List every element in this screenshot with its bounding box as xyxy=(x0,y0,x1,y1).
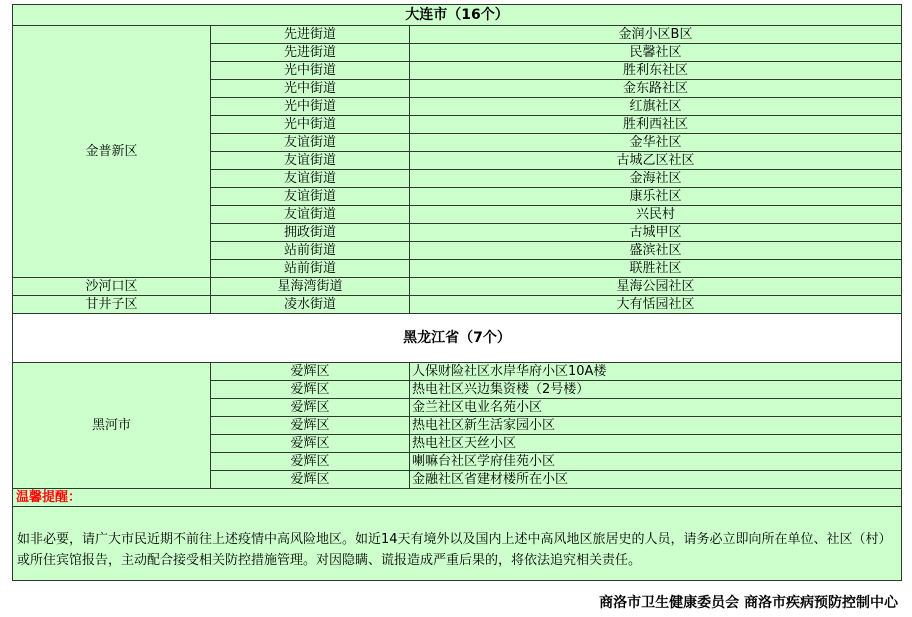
reminder-label: 温馨提醒： xyxy=(13,489,902,507)
community-cell: 大有恬园社区 xyxy=(410,296,902,314)
community-cell: 热电社区兴边集资楼（2号楼） xyxy=(410,381,902,399)
community-cell: 盛滨社区 xyxy=(410,242,902,260)
community-cell: 金兰社区电业名苑小区 xyxy=(410,399,902,417)
community-cell: 胜利西社区 xyxy=(410,116,902,134)
street-cell: 光中街道 xyxy=(211,80,410,98)
district-cell: 爱辉区 xyxy=(211,471,410,489)
street-cell: 拥政街道 xyxy=(211,224,410,242)
table-row xyxy=(13,26,902,44)
community-cell: 热电社区新生活家园小区 xyxy=(410,417,902,435)
street-cell: 先进街道 xyxy=(211,44,410,62)
community-cell: 兴民村 xyxy=(410,206,902,224)
street-cell: 光中街道 xyxy=(211,98,410,116)
street-cell: 凌水街道 xyxy=(211,296,410,314)
district-cell: 爱辉区 xyxy=(211,453,410,471)
dalian-header: 大连市（16个） xyxy=(13,5,902,26)
district-cell: 爱辉区 xyxy=(211,381,410,399)
table-row xyxy=(13,363,902,381)
district-jinpu: 金普新区 xyxy=(13,26,211,278)
community-cell: 胜利东社区 xyxy=(410,62,902,80)
community-cell: 康乐社区 xyxy=(410,188,902,206)
street-cell: 光中街道 xyxy=(211,62,410,80)
district-cell: 爱辉区 xyxy=(211,363,410,381)
street-cell: 友谊街道 xyxy=(211,134,410,152)
community-cell: 星海公园社区 xyxy=(410,278,902,296)
community-cell: 金海社区 xyxy=(410,170,902,188)
community-cell: 民馨社区 xyxy=(410,44,902,62)
heilongjiang-header: 黑龙江省（7个） xyxy=(13,314,902,363)
street-cell: 友谊街道 xyxy=(211,170,410,188)
district-cell: 爱辉区 xyxy=(211,399,410,417)
street-cell: 星海湾街道 xyxy=(211,278,410,296)
community-cell: 喇嘛台社区学府佳苑小区 xyxy=(410,453,902,471)
risk-area-table xyxy=(12,4,902,581)
street-cell: 光中街道 xyxy=(211,116,410,134)
community-cell: 金融社区省建材楼所在小区 xyxy=(410,471,902,489)
community-cell: 古城甲区 xyxy=(410,224,902,242)
community-cell: 金华社区 xyxy=(410,134,902,152)
street-cell: 先进街道 xyxy=(211,26,410,44)
district-cell: 爱辉区 xyxy=(211,435,410,453)
table-row xyxy=(13,296,902,314)
district-shahekou: 沙河口区 xyxy=(13,278,211,296)
street-cell: 站前街道 xyxy=(211,260,410,278)
city-heihe: 黑河市 xyxy=(13,363,211,489)
community-cell: 联胜社区 xyxy=(410,260,902,278)
community-cell: 金东路社区 xyxy=(410,80,902,98)
street-cell: 友谊街道 xyxy=(211,152,410,170)
community-cell: 热电社区天丝小区 xyxy=(410,435,902,453)
reminder-text: 如非必要，请广大市民近期不前往上述疫情中高风险地区。如近14天有境外以及国内上述中高风地区旅居史的人员，请务必立即向所在单位、社区（村）或所住宾馆报告，主动配合接受相关防控措施管理。对因隐瞒、谎报造成严重后果的，将依法追究相关责任。 xyxy=(13,507,902,581)
district-ganjingzi: 甘井子区 xyxy=(13,296,211,314)
table-row xyxy=(13,278,902,296)
district-cell: 爱辉区 xyxy=(211,417,410,435)
community-cell: 人保财险社区水岸华府小区10A楼 xyxy=(410,363,902,381)
street-cell: 友谊街道 xyxy=(211,206,410,224)
community-cell: 古城乙区社区 xyxy=(410,152,902,170)
community-cell: 红旗社区 xyxy=(410,98,902,116)
issuer-footer: 商洛市卫生健康委员会 商洛市疾病预防控制中心 xyxy=(599,595,898,611)
community-cell: 金润小区B区 xyxy=(410,26,902,44)
street-cell: 友谊街道 xyxy=(211,188,410,206)
street-cell: 站前街道 xyxy=(211,242,410,260)
